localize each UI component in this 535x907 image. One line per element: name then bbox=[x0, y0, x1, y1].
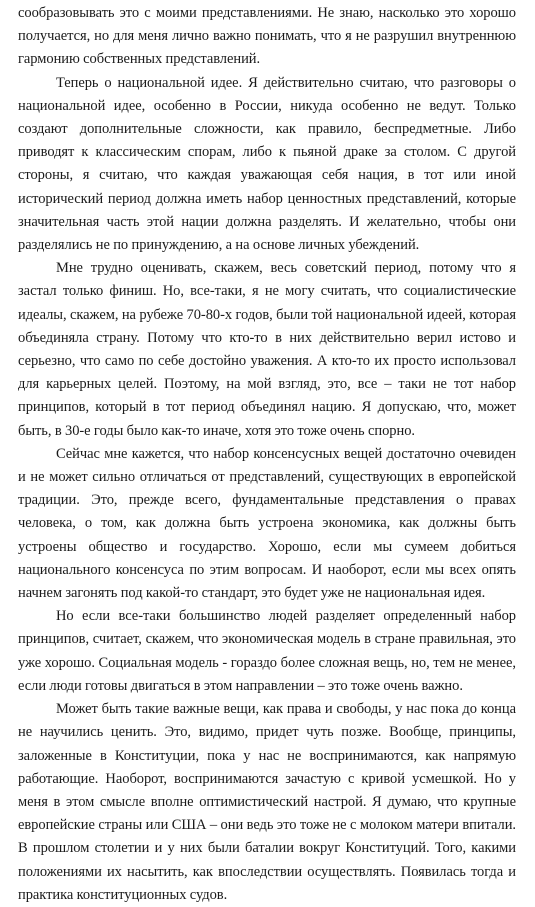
paragraph-6: Может быть такие важные вещи, как права и свободы, у нас пока до конца не научились ценить. Это, видимо, придет чуть позже. Вообще, принципы, заложенные в Конституции, пока у нас не воспринимаются, как напрямую работающие. Наоборот, воспринимаются зачастую с кривой усмешкой. Но у меня в этом смысле вполне оптимистический настрой. Я думаю, что крупные европейские страны или США – они ведь это тоже не с молоком матери впитали. В прошлом столетии и у них были баталии вокруг Конституций. Того, какими положениями их насытить, как впоследствии осуществлять. Появилась тогда и практика конституционных судов. bbox=[18, 701, 516, 903]
paragraph-1: сообразовывать это с моими представлениями. Не знаю, насколько это хорошо получается, но для меня лично важно понимать, что я не разрушил внутреннюю гармонию собственных представлений. bbox=[18, 5, 516, 68]
paragraph-2: Теперь о национальной идее. Я действительно считаю, что разговоры о национальной идее, особенно в России, никуда особенно не ведут. Только создают дополнительные сложности, как правило, беспредметные. Либо приводят к классическим спорам, либо к пьяной драке за столом. С другой стороны, я считаю, что каждая уважающая себя нация, в тот или иной исторический период должна иметь набор ценностных представлений, которые значительная часть этой нации должна разделять. И желательно, чтобы они разделялись не по принуждению, а на основе личных убеждений. bbox=[18, 74, 516, 254]
paragraph-5: Но если все-таки большинство людей разделяет определенный набор принципов, считает, скажем, что экономическая модель в стране правильная, это уже хорошо. Социальная модель - гораздо более сложная вещь, но, тем не менее, если люди готовы двигаться в этом направлении – это тоже очень важно. bbox=[18, 608, 516, 694]
paragraph-4: Сейчас мне кажется, что набор консенсусных вещей достаточно очевиден и не может сильно отличаться от представлений, существующих в европейской традиции. Это, прежде всего, фундаментальные представления о правах человека, о том, как должна быть устроена экономика, как должны быть устроены общество и государство. Хорошо, если мы сумеем добиться национального консенсуса по этим вопросам. И наоборот, если мы всех опять начнем загонять под какой-то стандарт, это будет уже не национальная идея. bbox=[18, 445, 516, 602]
paragraph-3: Мне трудно оценивать, скажем, весь советский период, потому что я застал только финиш. Но, все-таки, я не могу считать, что социалистические идеалы, скажем, на рубеже 70-80-х годов, были той национальной идеей, которая объединяла страну. Потому что кто-то в них действительно верил истово и серьезно, что само по себе достойно уважения. А кто-то их просто использовал для карьерных целей. Поэтому, на мой взгляд, это, все – таки не тот набор принципов, который в тот период объединял нацию. Я допускаю, что, может быть, в 30-е годы было как-то иначе, хотя это тоже очень спорно. bbox=[18, 260, 516, 439]
